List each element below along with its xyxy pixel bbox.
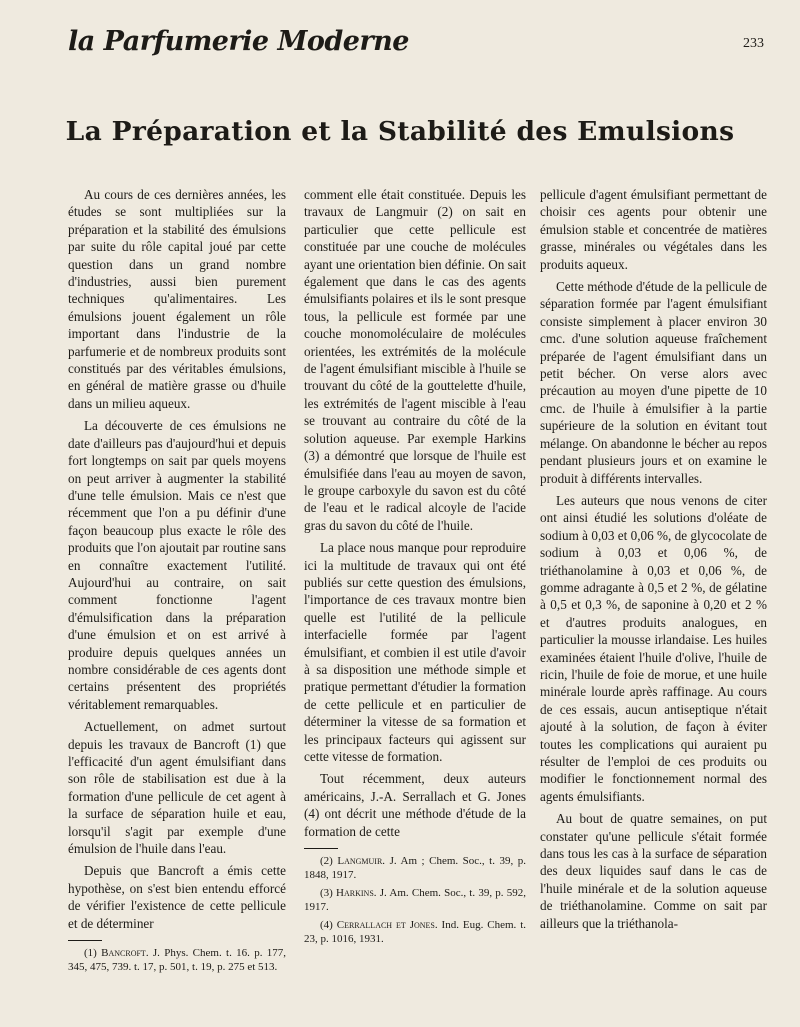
footnote-author: Langmuir.	[337, 855, 386, 868]
footnote-reference: Ind. Eug. Chem. t. 23, p. 1016, 1931.	[304, 919, 527, 945]
footnote-divider	[304, 848, 338, 849]
article-title: La Préparation et la Stabilité des Emulsions	[65, 116, 735, 147]
paragraph: pellicule d'agent émulsifiant permettant de choisir ces agents pour obtenir une émulsion stable et concentrée de matières grasse, minérales ou végétales dans les produits aqueux.	[540, 187, 767, 272]
footnote-1	[68, 947, 286, 974]
paragraph: La découverte de ces émulsions ne date d'ailleurs pas d'aujourd'hui et depuis fort longtemps on sait par quels moyens on peut arriver à augmenter la stabilité d'une telle émulsion. Mais ce n'est que récemment que l'on a pu définir d'une façon beaucoup plus exacte le rôle des produits que l'on ajoutait par routine sans en connaître exactement l'utilité. Aujourd'hui au contraire, on sait comment fonctionne l'agent d'émulsification dans la préparation d'une émulsion et on est arrivé à produire depuis quelques années un nombre considérable de ces agents dont certains présentent des propriétés véritablement remarquables.	[68, 418, 286, 712]
text-column-1	[68, 186, 286, 979]
paragraph: Actuellement, on admet surtout depuis les travaux de Bancroft (1) que l'efficacité d'un agent émulsifiant dans son rôle de stabilisation est due à la formation d'une pellicule de cet agent à la surface de séparation huile et eau, lorsqu'il s'agit par exemple d'une émulsion de l'huile dans l'eau.	[68, 719, 286, 857]
paragraph: Tout récemment, deux auteurs américains, J.-A. Serrallach et G. Jones (4) ont décrit une méthode d'étude de la formation de cette	[304, 771, 526, 839]
footnote-number: (2)	[320, 855, 333, 868]
footnote-reference: J. Am ; Chem. Soc., t. 39, p. 1848, 1917.	[304, 855, 527, 881]
footnote-divider	[68, 940, 102, 941]
page-number: 233	[743, 36, 764, 51]
text-column-3	[540, 186, 767, 937]
paragraph: Cette méthode d'étude de la pellicule de séparation formée par l'agent émulsifiant consiste simplement à placer environ 30 cmc. d'une solution aqueuse fraîchement préparée de l'agent émulsifiant dans un petit bécher. On verse alors avec précaution au moyen d'une pipette de 10 cmc. de l'huile à émulsifier à la partie supérieure de la solution en évitant tout mélange. On abandonne le bécher au repos pendant plusieurs jours et on examine le produit à différents intervalles.	[540, 279, 767, 486]
footnote-author: Bancroft.	[101, 947, 149, 960]
paragraph: Les auteurs que nous venons de citer ont ainsi étudié les solutions d'oléate de sodium à 0,03 et 0,06 %, de glycocolate de sodium à 0,03 et 0,06 %, de triéthanolamine à 0,03 et 0,06 %, de gomme adragante à 0,5 et 2 %, de gélatine à 0,5 et 0,3 %, de saponine à 0,20 et 2 % et d'autres produits analogues, en particulier la mousse irlandaise. Les huiles examinées étaient l'huile d'olive, l'huile de ricin, l'huile de foie de morue, et une huile minérale lourde après raffinage. Au cours de ces essais, aucun antiseptique n'était ajouté à la solution, de façon à éviter toutes les complications qui auraient pu résulter de l'emploi de ces produits ou modifier le fonctionnement normal des agents émulsifiants.	[540, 492, 767, 804]
journal-masthead: la Parfumerie Moderne	[68, 26, 409, 57]
paragraph: Au bout de quatre semaines, on put constater qu'une pellicule s'était formée dans tous les cas à la surface de séparation des deux liquides sauf dans le cas de l'huile minérale et de la solution aqueuse de triéthanolamine. Comme on sait par ailleurs que la triéthanola-	[540, 811, 767, 931]
paragraph: La place nous manque pour reproduire ici la multitude de travaux qui ont été publiés sur cette question des émulsions, l'importance de ces travaux montre bien quelle est l'utilité de la pellicule interfacielle formée par l'agent émulsifiant, et combien il est utile d'avoir à sa disposition une méthode simple et pratique permettant d'étudier la formation de cette pellicule et en particulier de déterminer la vitesse de sa formation et les principaux facteurs qui agissent sur cette vitesse de formation.	[304, 540, 526, 764]
footnote-author: Cerrallach et Jones.	[336, 919, 438, 932]
paragraph: Au cours de ces dernières années, les études se sont multipliées sur la préparation et la stabilité des émulsions par suite du rôle capital joué par cette question dans un grand nombre d'industries, aussi bien purement techniques qu'alimentaires. Les émulsions jouent également un rôle important dans l'industrie de la parfumerie et de nombreux produits sont constitués par des véritables émulsions, en général de matière grasse ou d'huile dans un milieu aqueux.	[68, 187, 286, 411]
paragraph: Depuis que Bancroft a émis cette hypothèse, on s'est bien entendu efforcé de vérifier l'existence de cette pellicule et de déterminer	[68, 863, 286, 931]
footnote-3	[304, 887, 526, 914]
footnote-2	[304, 855, 526, 882]
footnote-reference: J. Am. Chem. Soc., t. 39, p. 592, 1917.	[304, 887, 527, 913]
footnote-number: (4)	[320, 919, 333, 932]
footnote-number: (1)	[84, 947, 97, 960]
paragraph: comment elle était constituée. Depuis les travaux de Langmuir (2) on sait en particulier que cette pellicule est constituée par une couche de molécules ayant une orientation bien définie. On sait également que dans le cas des agents émulsifiants polaires et ils le sont presque tous, la pellicule est formée par une couche monomoléculaire de molécules orientées, les extrémités de la molécule de l'agent émulsifiant miscible à l'huile se trouvant du côté de la gouttelette d'huile, les extrémités de l'agent miscible à l'eau se trouvant au contraire du côté de la solution aqueuse. Par exemple Harkins (3) a démontré que lorsque de l'huile est émulsifiée dans l'eau au moyen de savon, le groupe carboxyle du savon est du côté de l'eau et le radical alcoyle de l'acide gras du savon du côté de l'huile.	[304, 187, 526, 533]
footnote-number: (3)	[320, 887, 333, 900]
footnote-4	[304, 919, 526, 946]
text-column-2	[304, 186, 526, 952]
footnote-reference: J. Phys. Chem. t. 16. p. 177, 345, 475, 739. t. 17, p. 501, t. 19, p. 275 et 513.	[68, 947, 287, 973]
footnote-author: Harkins.	[336, 887, 377, 900]
